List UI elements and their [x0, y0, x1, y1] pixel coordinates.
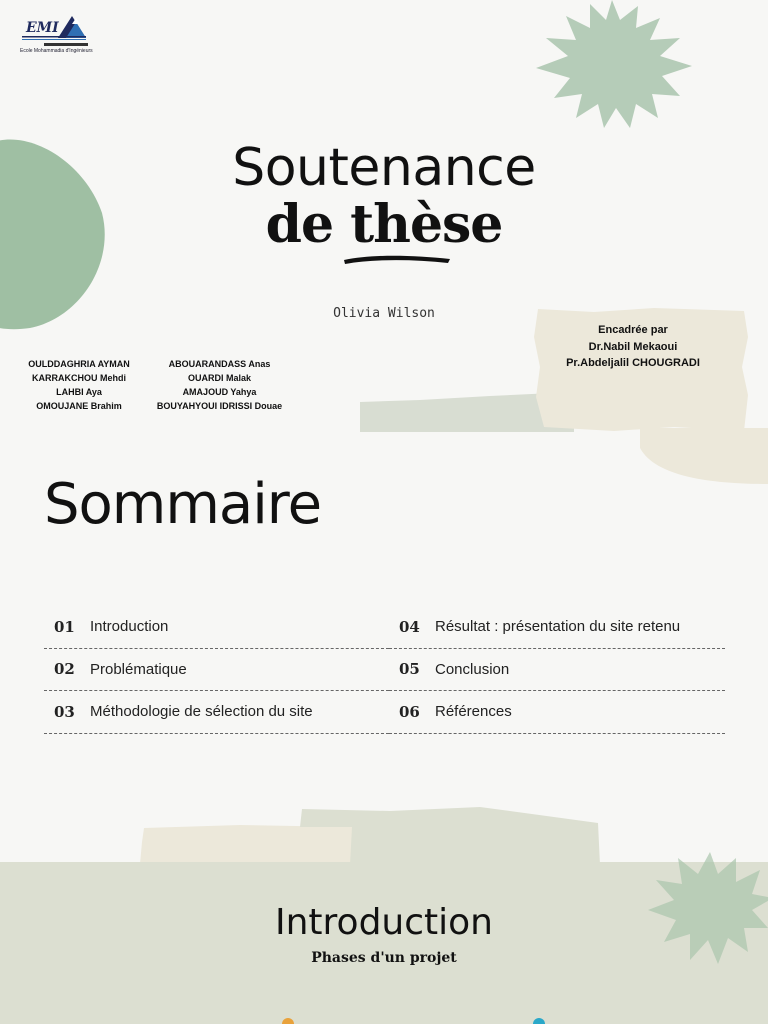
svg-text:EMI: EMI [26, 20, 59, 36]
toc-item[interactable] [389, 691, 725, 734]
table-of-contents [44, 606, 725, 734]
sommaire-title: Sommaire [44, 472, 322, 537]
supervision-block [558, 322, 708, 372]
toc-number: 04 [399, 617, 420, 636]
student-name: LAHBI Aya [56, 387, 102, 397]
toc-item[interactable] [44, 691, 389, 734]
cover-title-line2: de thèse [265, 194, 503, 255]
toc-number: 06 [399, 702, 420, 721]
student-name: OMOUJANE Brahim [36, 401, 122, 411]
toc-number: 01 [54, 617, 75, 636]
author-name: Olivia Wilson [333, 306, 435, 321]
toc-label: Références [435, 703, 512, 721]
paper-strip-decoration [300, 805, 600, 865]
starburst-decoration [530, 0, 695, 130]
toc-label: Conclusion [435, 660, 510, 678]
toc-label: Problématique [90, 660, 187, 678]
toc-number: 02 [54, 660, 75, 679]
students-right [152, 357, 287, 413]
cover-slide [0, 0, 768, 440]
toc-label: Méthodologie de sélection du site [90, 703, 313, 721]
student-name: ABOUARANDASS Anas [168, 359, 271, 369]
student-name: OULDDAGHRIA AYMAN [28, 359, 130, 369]
students-left [18, 357, 140, 413]
student-name: OUARDI Malak [187, 373, 251, 383]
introduction-subtitle: Phases d'un projet [311, 950, 457, 966]
toc-label: Introduction [90, 618, 169, 636]
student-name: BOUYAHYOUI IDRISSI Douae [156, 401, 283, 411]
toc-number: 05 [399, 660, 420, 679]
phase-dot [533, 1018, 545, 1024]
toc-item[interactable] [44, 606, 389, 649]
supervisor-name: Dr.Nabil Mekaoui [588, 340, 678, 353]
cover-title-line1: Soutenance [232, 138, 536, 198]
supervisor-name: Pr.Abdeljalil CHOUGRADI [566, 357, 700, 369]
supervision-label: Encadrée par [598, 324, 668, 336]
brush-underline-decoration [342, 252, 452, 266]
paper-curve-decoration [636, 428, 768, 484]
student-name: AMAJOUD Yahya [182, 387, 257, 397]
toc-item[interactable] [44, 649, 389, 692]
toc-item[interactable] [389, 606, 725, 649]
toc-item[interactable] [389, 649, 725, 692]
logo-caption: Ecole Mohammadia d'Ingénieurs [20, 48, 93, 54]
introduction-title: Introduction [274, 902, 493, 943]
toc-number: 03 [54, 702, 75, 721]
phase-dot [282, 1018, 294, 1024]
toc-label: Résultat : présentation du site retenu [435, 618, 681, 636]
student-name: KARRAKCHOU Mehdi [32, 373, 126, 383]
